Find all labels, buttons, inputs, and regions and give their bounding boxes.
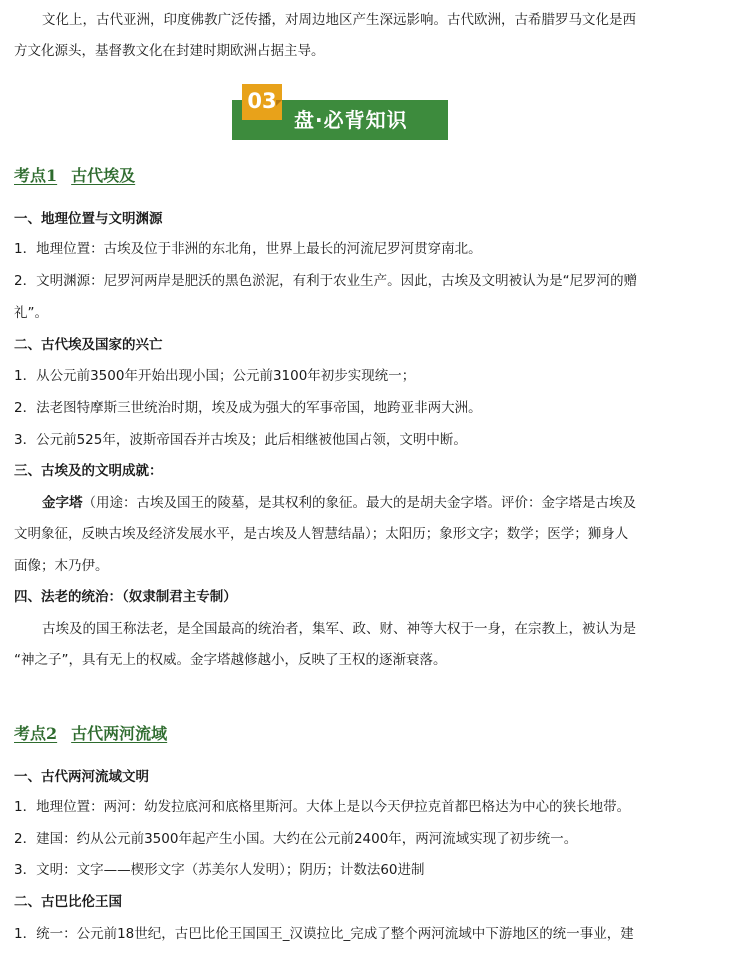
intro-line: 文化上，古代亚洲，印度佛教广泛传播，对周边地区产生深远影响。古代欧洲，古希腊罗马文化是西: [42, 12, 636, 28]
kaodian-label: 考点2: [14, 724, 58, 743]
section-heading: 四、法老的统治：（奴隶制君主专制）: [14, 589, 237, 605]
kaodian-heading: [14, 721, 167, 744]
paragraph: 1．地理位置：两河：幼发拉底河和底格里斯河。大体上是以今天伊拉克首都巴格达为中心的狭长地带。: [14, 799, 631, 815]
paragraph-text: （用途：古埃及国王的陵墓，是其权利的象征。最大的是胡夫金字塔。评价：金字塔是古埃及: [82, 495, 636, 511]
paragraph: 古埃及的国王称法老，是全国最高的统治者，集军、政、财、神等大权于一身，在宗教上，被认为是: [42, 621, 636, 637]
kaodian-label: 考点1: [14, 166, 58, 185]
section-heading: 三、古埃及的文明成就：: [14, 463, 163, 479]
section-heading: 二、古代埃及国家的兴亡: [14, 337, 163, 353]
paragraph: 2．建国：约从公元前3500年起产生小国。大约在公元前2400年，两河流域实现了初步统一。: [14, 831, 578, 847]
section-heading: 二、古巴比伦王国: [14, 894, 122, 910]
intro-line: 方文化源头，基督教文化在封建时期欧洲占据主导。: [14, 43, 325, 59]
paragraph: 1．地理位置：古埃及位于非洲的东北角，世界上最长的河流尼罗河贯穿南北。: [14, 241, 482, 257]
section-heading: 一、古代两河流域文明: [14, 769, 149, 785]
banner-number: 03: [242, 84, 282, 120]
paragraph: 2．法老图特摩斯三世统治时期，埃及成为强大的军事帝国，地跨亚非两大洲。: [14, 400, 482, 416]
kaodian-heading: [14, 163, 135, 186]
paragraph: 2．文明渊源：尼罗河两岸是肥沃的黑色淤泥，有利于农业生产。因此，古埃及文明被认为是“尼罗河的赠: [14, 273, 638, 289]
kaodian-title: 古代两河流域: [71, 724, 168, 743]
section-banner: [228, 84, 448, 142]
paragraph: [42, 493, 680, 513]
paragraph: “神之子”，具有无上的权威。金字塔越修越小，反映了王权的逐渐衰落。: [14, 652, 447, 668]
paragraph: 礼”。: [14, 305, 48, 321]
paragraph: 3．公元前525年，波斯帝国吞并古埃及；此后相继被他国占领，文明中断。: [14, 432, 467, 448]
paragraph: 1．从公元前3500年开始出现小国；公元前3100年初步实现统一；: [14, 368, 416, 384]
bold-term: 金字塔: [42, 495, 83, 511]
banner-title: 盘·必背知识: [294, 108, 408, 132]
paragraph: 3．文明：文字——楔形文字（苏美尔人发明）；阴历；计数法60进制: [14, 862, 425, 878]
kaodian-title: 古代埃及: [71, 166, 136, 185]
paragraph: 文明象征，反映古埃及经济发展水平，是古埃及人智慧结晶）；太阳历；象形文字；数学；医学；狮身人: [14, 526, 629, 542]
paragraph: 1．统一：公元前18世纪，古巴比伦王国国王_汉谟拉比_完成了整个两河流域中下游地区的统一事业，建: [14, 926, 634, 942]
section-heading: 一、地理位置与文明渊源: [14, 211, 163, 227]
paragraph: 面像；木乃伊。: [14, 558, 109, 574]
